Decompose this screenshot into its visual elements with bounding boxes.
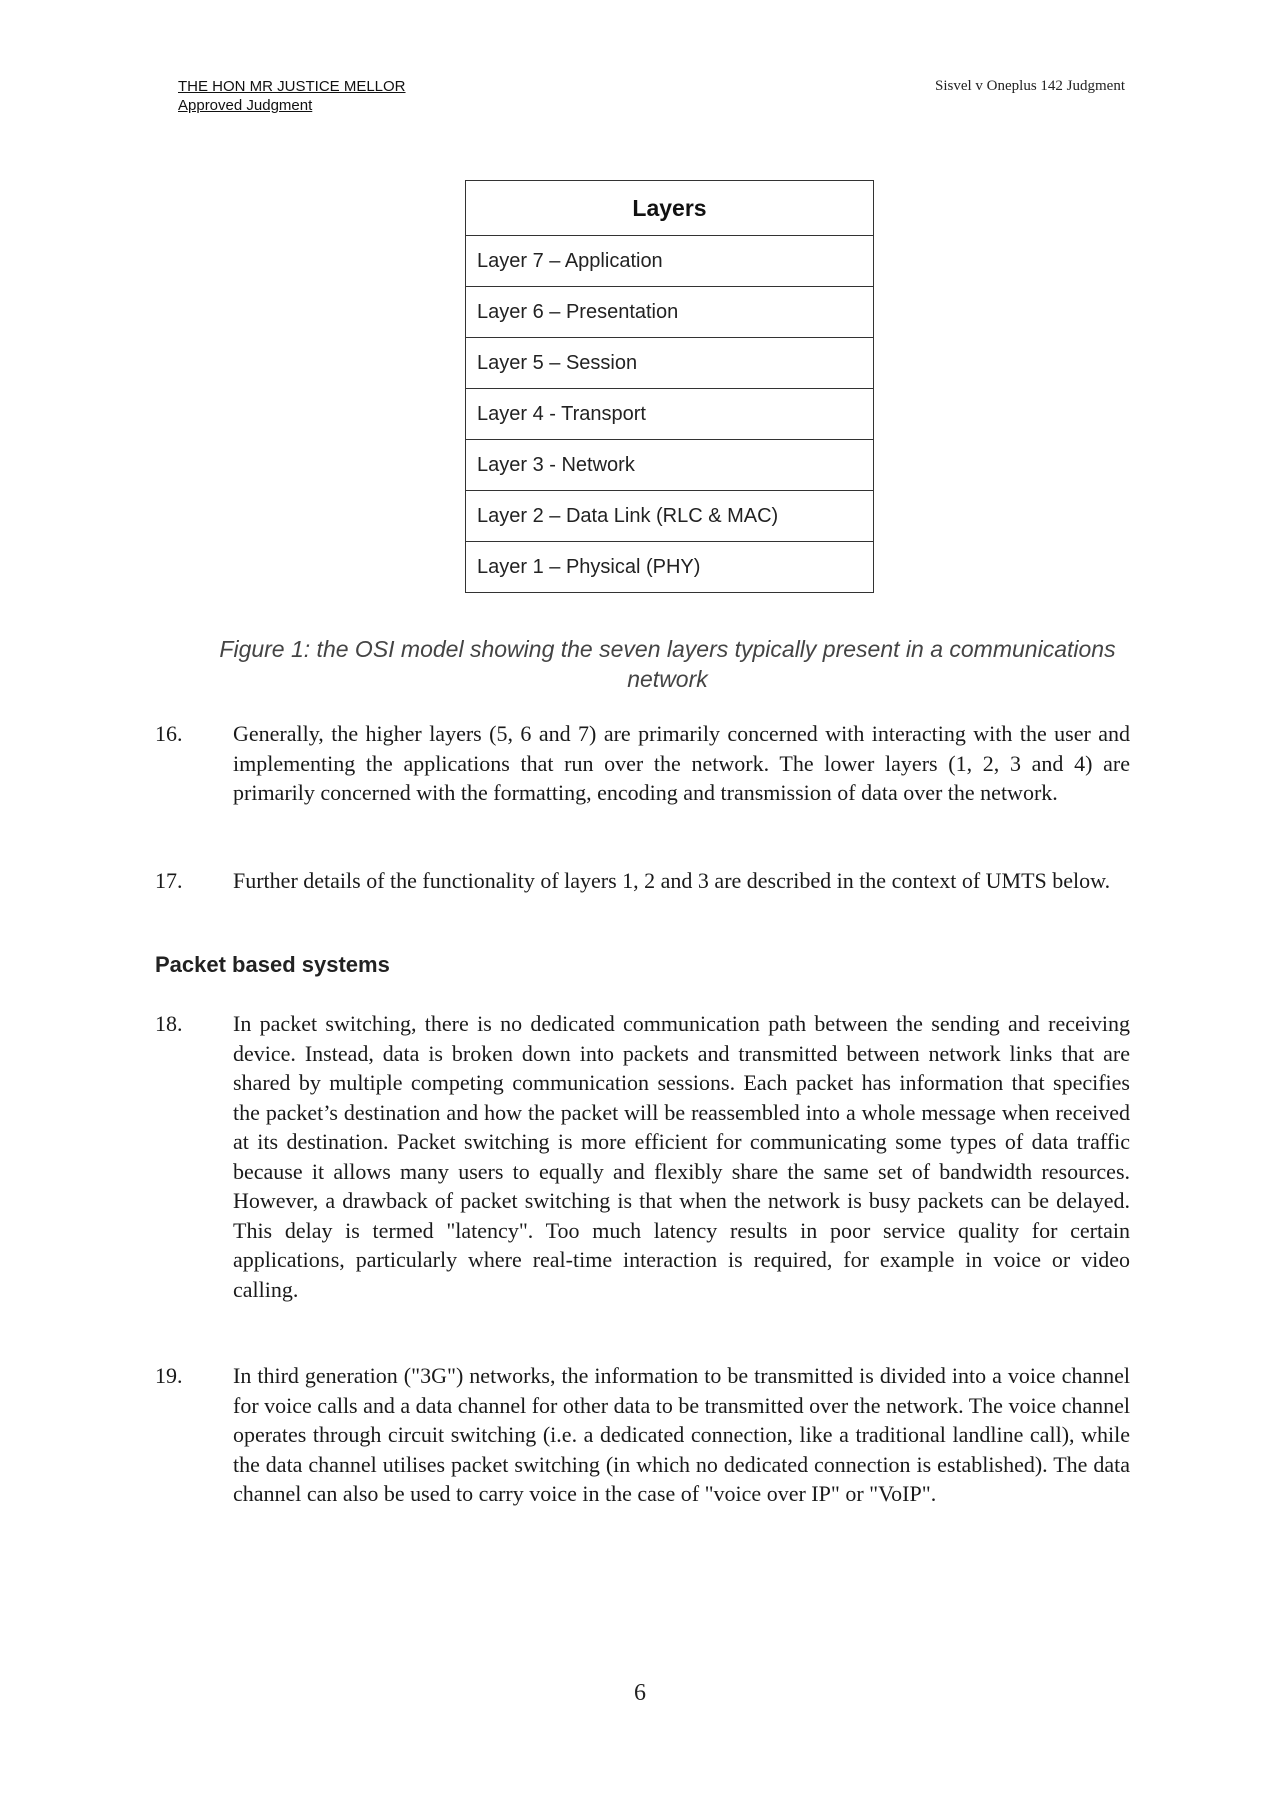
layer-3-cell: Layer 3 - Network: [466, 440, 874, 491]
paragraph-text: In third generation ("3G") networks, the information to be transmitted is divided into a voice channel for voice calls and a data channel for other data to be transmitted over the network. The voice channel operates through circuit switching (i.e. a dedicated connection, like a traditional landline call), while the data channel utilises packet switching (in which no dedicated connection is established). The data channel can also be used to carry voice in the case of "voice over IP" or "VoIP".: [233, 1363, 1130, 1506]
osi-layers-table: [465, 180, 874, 593]
table-row: [466, 338, 874, 389]
judge-name: THE HON MR JUSTICE MELLOR: [178, 78, 406, 95]
paragraph-text: Generally, the higher layers (5, 6 and 7) are primarily concerned with interacting with the user and implementing the applications that run over the network. The lower layers (1, 2, 3 and 4) are primarily concerned with the formatting, encoding and transmission of data over the network.: [233, 721, 1130, 805]
layer-1-cell: Layer 1 – Physical (PHY): [466, 542, 874, 593]
table-row: [466, 542, 874, 593]
table-header-row: [466, 181, 874, 236]
case-reference: Sisvel v Oneplus 142 Judgment: [935, 78, 1125, 94]
table-row: [466, 236, 874, 287]
paragraph-text: Further details of the functionality of layers 1, 2 and 3 are described in the context of UMTS below.: [233, 868, 1111, 893]
layer-4-cell: Layer 4 - Transport: [466, 389, 874, 440]
judgment-status: Approved Judgment: [178, 97, 313, 114]
layer-6-cell: Layer 6 – Presentation: [466, 287, 874, 338]
table-row: [466, 491, 874, 542]
header-left: [178, 77, 406, 115]
paragraph-19: [155, 1361, 1130, 1509]
figure-caption: Figure 1: the OSI model showing the seven layers typically present in a communications network: [219, 636, 1116, 692]
table-row: [466, 287, 874, 338]
table-title: Layers: [466, 181, 874, 236]
layer-7-cell: Layer 7 – Application: [466, 236, 874, 287]
paragraph-number: 19.: [155, 1363, 183, 1388]
paragraph-text: In packet switching, there is no dedicated communication path between the sending and receiving device. Instead, data is broken down into packets and transmitted between network links that are shared by multiple competing communication sessions. Each packet has information that specifies the packet’s destination and how the packet will be reassembled into a whole message when received at its destination. Packet switching is more efficient for communicating some types of data traffic because it allows many users to equally and flexibly share the same set of bandwidth resources. However, a drawback of packet switching is that when the network is busy packets can be delayed. This delay is termed "latency". Too much latency results in poor service quality for certain applications, particularly where real-time interaction is required, for example in voice or video calling.: [233, 1011, 1130, 1302]
paragraph-number: 18.: [155, 1011, 183, 1036]
page-number: 6: [634, 1680, 646, 1706]
paragraph-17: [155, 866, 1130, 896]
layer-5-cell: Layer 5 – Session: [466, 338, 874, 389]
section-heading: Packet based systems: [155, 952, 390, 977]
paragraph-18: [155, 1009, 1130, 1304]
paragraph-16: [155, 719, 1130, 808]
layer-2-cell: Layer 2 – Data Link (RLC & MAC): [466, 491, 874, 542]
paragraph-number: 17.: [155, 868, 183, 893]
table-row: [466, 440, 874, 491]
paragraph-number: 16.: [155, 721, 183, 746]
table-row: [466, 389, 874, 440]
